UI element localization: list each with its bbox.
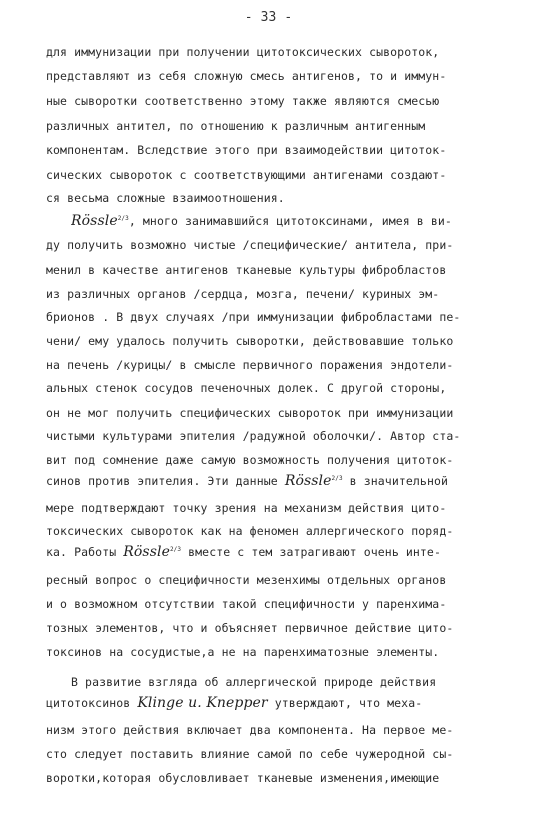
text-line-13 bbox=[46, 333, 453, 350]
line-20-text: мере подтверждают точку зрения на механизм действия цито- bbox=[46, 501, 447, 515]
text-line-17 bbox=[46, 428, 460, 445]
text-line-29 bbox=[46, 722, 453, 739]
citation-ref: 2/3 bbox=[117, 215, 129, 222]
line-16-text: он не мог получить специфических сывороток при иммунизации bbox=[46, 406, 454, 420]
text-line-23 bbox=[46, 572, 446, 589]
line-19-text-a: синов против эпителия. Эти данные bbox=[46, 473, 285, 488]
line-24-text: и о возможном отсутствии такой специфичности у паренхима- bbox=[46, 597, 447, 611]
line-2-text: представляют из себя сложную смесь антигенов, то и иммун- bbox=[46, 69, 447, 83]
line-6-text: сических сывороток с соответствующими антигенами создают- bbox=[46, 168, 447, 182]
author-citation: Rössle bbox=[284, 472, 332, 488]
line-13-text: чени/ ему удалось получить сыворотки, действовавшие только bbox=[46, 334, 454, 348]
text-line-2 bbox=[46, 68, 446, 85]
line-11-text: из различных органов /сердца, мозга, печени/ куриных эм- bbox=[46, 287, 440, 301]
citation-ref: 2/3 bbox=[169, 546, 182, 553]
text-line-21 bbox=[46, 523, 453, 540]
page-number: - 33 - bbox=[244, 10, 293, 25]
text-line-6 bbox=[46, 167, 446, 184]
text-line-4 bbox=[46, 118, 425, 135]
author-citation: Rössle bbox=[123, 543, 170, 559]
text-line-5 bbox=[46, 142, 446, 159]
line-19-text-b: в значительной bbox=[342, 473, 449, 488]
text-line-18 bbox=[46, 452, 453, 469]
line-25-text: тозных элементов, что и объясняет первичное действие цито- bbox=[46, 621, 454, 635]
line-18-text: вит под сомнение даже самую возможность получения цитоток- bbox=[46, 453, 454, 467]
text-line-8 bbox=[71, 211, 452, 228]
text-line-26 bbox=[46, 644, 439, 661]
line-23-text: ресный вопрос о специфичности мезенхимы отдельных органов bbox=[46, 573, 447, 587]
text-line-16 bbox=[46, 405, 453, 422]
line-9-text: ду получить возможно чистые /специфические/ антитела, при- bbox=[46, 238, 454, 252]
line-14-text: на печень /курицы/ в смысле первичного поражения эндотели- bbox=[46, 358, 454, 372]
line-5-text: компонентам. Вследствие этого при взаимодействии цитоток- bbox=[46, 143, 447, 157]
text-line-15 bbox=[46, 380, 446, 397]
text-line-14 bbox=[46, 357, 453, 374]
line-1-text: для иммунизации при получении цитотоксических сывороток, bbox=[46, 45, 440, 59]
text-line-11 bbox=[46, 286, 439, 303]
line-15-text: альных стенок сосудов печеночных долек. С другой стороны, bbox=[46, 381, 447, 395]
line-22-text-b: вместе с тем затрагивают очень инте- bbox=[181, 544, 441, 559]
author-citation: Klinge u. Knepper bbox=[137, 695, 268, 711]
author-citation: Rössle bbox=[71, 212, 118, 228]
line-12-text: брионов . В двух случаях /при иммунизации фибробластами пе- bbox=[46, 310, 461, 324]
text-line-25 bbox=[46, 620, 453, 637]
text-line-28 bbox=[46, 695, 422, 712]
line-27-text: В развитие взгляда об аллергической природе действия bbox=[71, 675, 437, 689]
text-line-20 bbox=[46, 500, 446, 517]
line-28-text-b: утверждают, что меха- bbox=[267, 696, 423, 710]
text-line-27 bbox=[71, 674, 436, 691]
line-29-text: низм этого действия включает два компонента. На первое ме- bbox=[46, 723, 454, 737]
line-31-text: воротки,которая обусловливает тканевые изменения,имеющие bbox=[46, 771, 440, 785]
citation-ref: 2/3 bbox=[331, 475, 343, 482]
line-21-text: токсических сывороток как на феномен аллергического поряд- bbox=[46, 524, 454, 538]
line-28-text-a: цитотоксинов bbox=[46, 696, 138, 710]
text-line-9 bbox=[46, 237, 453, 254]
text-line-24 bbox=[46, 596, 446, 613]
line-26-text: токсинов на сосудистые,а не на паренхиматозные элементы. bbox=[46, 645, 440, 659]
text-line-30 bbox=[46, 746, 453, 763]
line-7-text: ся весьма сложные взаимоотношения. bbox=[46, 191, 285, 205]
line-3-text: ные сыворотки соответственно этому также являются смесью bbox=[46, 94, 440, 108]
text-line-12 bbox=[46, 309, 460, 326]
text-line-19 bbox=[46, 471, 448, 488]
text-line-10 bbox=[46, 262, 446, 279]
line-30-text: сто следует поставить влияние самой по себе чужеродной сы- bbox=[46, 747, 454, 761]
text-line-1 bbox=[46, 44, 439, 61]
line-17-text: чистыми культурами эпителия /радужной оболочки/. Автор ста- bbox=[46, 429, 461, 443]
text-line-22 bbox=[46, 542, 441, 559]
text-line-31 bbox=[46, 770, 439, 787]
text-line-7 bbox=[46, 190, 285, 207]
line-8-text: , много занимавшийся цитотоксинами, имея в ви- bbox=[128, 213, 452, 228]
line-10-text: менил в качестве антигенов тканевые культуры фибробластов bbox=[46, 263, 447, 277]
line-4-text: различных антител, по отношению к различным антигенным bbox=[46, 119, 426, 133]
text-line-3 bbox=[46, 93, 439, 110]
line-22-text-a: ка. Работы bbox=[46, 544, 124, 559]
